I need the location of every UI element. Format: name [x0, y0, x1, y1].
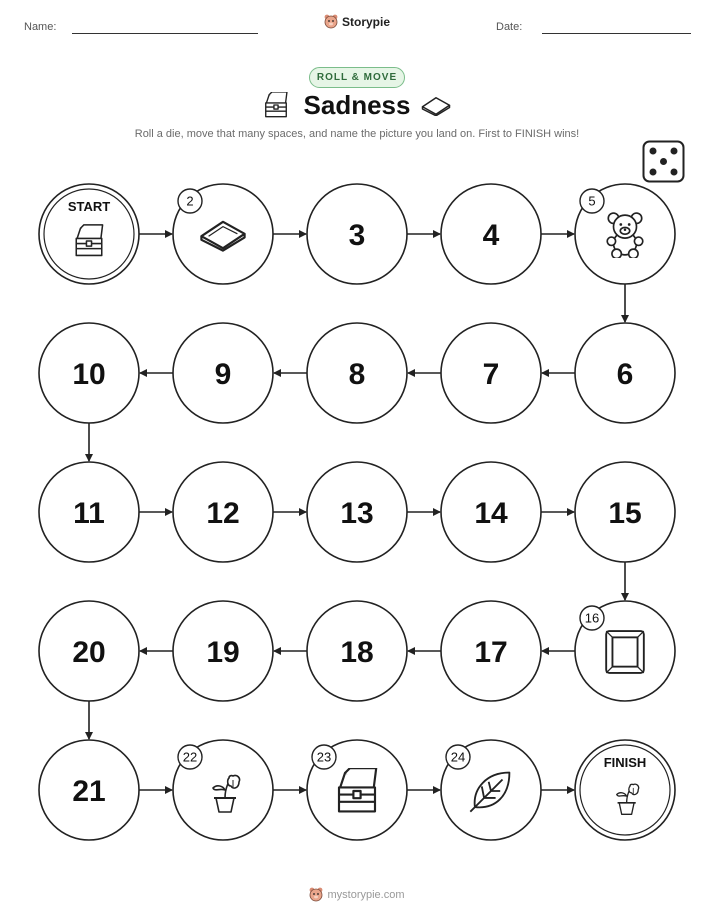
space-number: 6 [616, 358, 634, 391]
space-19 [173, 601, 273, 701]
bear-mascot-icon [309, 887, 323, 903]
space-7 [441, 323, 541, 423]
space-16 [575, 601, 675, 701]
space-number: 19 [206, 636, 240, 669]
space-15 [575, 462, 675, 562]
space-6 [575, 323, 675, 423]
space-number: 15 [608, 497, 642, 530]
space-number: 3 [348, 219, 366, 252]
space-22 [173, 740, 273, 840]
space-number: 18 [340, 636, 374, 669]
space-14 [441, 462, 541, 562]
page-title: Sadness [303, 90, 411, 120]
space-number: 21 [72, 775, 106, 808]
space-number: 20 [72, 636, 106, 669]
space-4 [441, 184, 541, 284]
space-number: 8 [348, 358, 366, 391]
space-number: 11 [73, 497, 105, 530]
space-number: 9 [214, 358, 232, 391]
space-finish [575, 740, 675, 840]
name-label: Name: [24, 21, 57, 33]
space-17 [441, 601, 541, 701]
footer [0, 887, 714, 903]
space-12 [173, 462, 273, 562]
space-number: 17 [474, 636, 508, 669]
space-23 [307, 740, 407, 840]
space-11 [39, 462, 139, 562]
space-20 [39, 601, 139, 701]
picture-frame-icon [606, 631, 644, 673]
treasure-chest-icon [76, 225, 102, 256]
space-label: START [67, 199, 111, 214]
space-9 [173, 323, 273, 423]
space-24 [441, 740, 541, 840]
space-3 [307, 184, 407, 284]
space-5 [575, 184, 675, 284]
space-number: 5 [588, 193, 596, 209]
space-number: 13 [340, 497, 374, 530]
space-number: 2 [186, 193, 194, 209]
game-type-badge: ROLL & MOVE [309, 67, 405, 88]
space-number: 23 [316, 749, 332, 765]
space-number: 24 [450, 749, 466, 765]
space-2 [173, 184, 273, 284]
instructions: Roll a die, move that many spaces, and name the picture you land on. First to FINISH wins! [134, 128, 580, 140]
brand-name: Storypie [342, 15, 391, 29]
space-number: 14 [474, 497, 508, 530]
date-label: Date: [496, 21, 523, 33]
space-number: 10 [72, 358, 106, 391]
board-spaces [39, 184, 675, 840]
space-18 [307, 601, 407, 701]
footer-url: mystorypie.com [327, 889, 405, 901]
space-8 [307, 323, 407, 423]
space-13 [307, 462, 407, 562]
space-number: 7 [482, 358, 500, 391]
space-number: 4 [482, 219, 500, 252]
space-number: 16 [584, 610, 600, 626]
space-number: 22 [182, 749, 198, 765]
space-21 [39, 740, 139, 840]
space-number: 12 [206, 497, 240, 530]
treasure-chest-icon [339, 768, 376, 811]
space-start [39, 184, 139, 284]
space-10 [39, 323, 139, 423]
space-label: FINISH [603, 755, 647, 770]
